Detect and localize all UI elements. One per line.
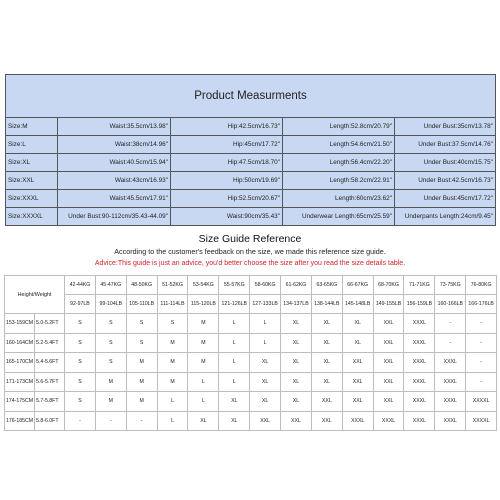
size-cell: XXL (342, 372, 373, 392)
size-cell: XXXL (435, 392, 466, 412)
measure-cell: Hip:45cm/17.72" (171, 136, 283, 154)
size-cell: XXXL (342, 411, 373, 431)
advice-label: Advice: (94, 260, 118, 267)
size-cell: XL (311, 353, 342, 373)
size-cell: XXL (342, 392, 373, 412)
lb-header-cell: 121-126LB (219, 295, 250, 314)
advice-text: This guide is just an advice, you'd better choose the size after you read the size details table. (117, 260, 406, 267)
product-measurements-row (6, 208, 496, 226)
size-cell: - (466, 353, 497, 373)
lb-header-cell: 115-120LB (188, 295, 219, 314)
measure-cell: Underwear Length:65cm/25.59" (283, 208, 395, 226)
height-cm-cell: 176-185CM (5, 411, 35, 431)
size-cell: XXXXL (466, 411, 497, 431)
measure-cell: Hip:50cm/19.69" (171, 172, 283, 190)
size-cell: L (219, 372, 250, 392)
size-cell: S (95, 333, 126, 353)
measure-cell: Length:56.4cm/22.20" (283, 154, 395, 172)
kg-header-cell: 55-57KG (219, 276, 250, 295)
size-cell: M (157, 353, 188, 373)
size-guide-title: Size Guide Reference (198, 233, 302, 245)
size-cell: S (126, 333, 157, 353)
size-cell: XXL (373, 353, 404, 373)
size-cell: Size:XL (6, 154, 58, 172)
height-cm-cell: 153-159CM (5, 314, 35, 334)
measure-cell: Length:58.2cm/22.91" (283, 172, 395, 190)
lb-header-cell: 111-114LB (157, 295, 188, 314)
size-cell: M (126, 353, 157, 373)
size-cell: XL (311, 333, 342, 353)
measure-cell: Waist:40.5cm/15.94" (58, 154, 171, 172)
lb-header-cell: 166-176LB (466, 295, 497, 314)
size-guide-row (5, 372, 497, 392)
size-cell: - (466, 333, 497, 353)
measure-cell: Length:54.6cm/21.50" (283, 136, 395, 154)
product-measurements-row (6, 190, 496, 208)
size-guide-row (5, 353, 497, 373)
height-weight-header: Height/Weight (5, 276, 65, 314)
size-cell: XXL (373, 372, 404, 392)
kg-header-cell: 58-60KG (250, 276, 281, 295)
kg-header-cell: 42-44KG (65, 276, 96, 295)
size-cell: S (65, 333, 96, 353)
size-cell: S (95, 353, 126, 373)
measure-cell: Waist:38cm/14.96" (58, 136, 171, 154)
size-cell: - (466, 372, 497, 392)
measure-cell: Under Bust:45cm/17.72" (395, 190, 496, 208)
lb-header-cell: 127-133LB (250, 295, 281, 314)
size-cell: L (157, 411, 188, 431)
size-guide-row (5, 314, 497, 334)
size-cell: L (157, 392, 188, 412)
size-cell: XXL (373, 314, 404, 334)
measure-cell: Length:60cm/23.62" (283, 190, 395, 208)
measure-cell: Hip:52.5cm/20.67" (171, 190, 283, 208)
size-cell: Size:XXXXL (6, 208, 58, 226)
lb-header-cell: 145-148LB (342, 295, 373, 314)
lb-header-cell: 105-110LB (126, 295, 157, 314)
measure-cell: Hip:47.5cm/18.70" (171, 154, 283, 172)
size-cell: XXXL (404, 333, 435, 353)
size-cell: XXXL (404, 392, 435, 412)
size-cell: XXL (373, 333, 404, 353)
measure-cell: Hip:42.5cm/16.73" (171, 118, 283, 136)
size-cell: - (126, 411, 157, 431)
size-cell: L (219, 333, 250, 353)
size-cell: XXL (311, 411, 342, 431)
kg-header-cell: 68-70KG (373, 276, 404, 295)
measure-cell: Underpants Length:24cm/9.45" (395, 208, 496, 226)
size-cell: M (126, 392, 157, 412)
kg-header-cell: 76-80KG (466, 276, 497, 295)
size-guide-lb-header-row (5, 295, 497, 314)
size-cell: XXXL (373, 411, 404, 431)
size-guide-table (4, 275, 497, 431)
size-cell: XXXXL (466, 392, 497, 412)
size-cell: - (466, 314, 497, 334)
lb-header-cell: 134-137LB (281, 295, 312, 314)
size-cell: L (250, 333, 281, 353)
measure-cell: Waist:35.5cm/13.98" (58, 118, 171, 136)
kg-header-cell: 45-47KG (95, 276, 126, 295)
size-cell: S (157, 314, 188, 334)
size-cell: XXXL (435, 372, 466, 392)
size-cell: XL (281, 353, 312, 373)
size-cell: XL (311, 314, 342, 334)
kg-header-cell: 53-54KG (188, 276, 219, 295)
size-cell: M (188, 353, 219, 373)
size-cell: XXL (342, 353, 373, 373)
size-cell: M (157, 372, 188, 392)
size-cell: XL (281, 333, 312, 353)
size-cell: - (65, 411, 96, 431)
height-ft-cell: 5.6-5.7FT (35, 372, 65, 392)
size-cell: S (65, 353, 96, 373)
size-cell: XXL (311, 392, 342, 412)
measure-cell: Under Bust:40cm/15.75" (395, 154, 496, 172)
lb-header-cell: 99-104LB (95, 295, 126, 314)
measure-cell: Length:52.8cm/20.79" (283, 118, 395, 136)
size-cell: M (188, 314, 219, 334)
kg-header-cell: 48-50KG (126, 276, 157, 295)
size-guide-kg-header-row (5, 276, 497, 295)
size-cell: XXXL (435, 411, 466, 431)
measure-cell: Under Bust:37.5cm/14.76" (395, 136, 496, 154)
size-cell: S (65, 314, 96, 334)
height-ft-cell: 5.8-6.0FT (35, 411, 65, 431)
size-cell: Size:XXL (6, 172, 58, 190)
size-cell: XXL (281, 411, 312, 431)
size-cell: XL (281, 392, 312, 412)
size-cell: - (95, 411, 126, 431)
measure-cell: Waist:90cm/35.43" (171, 208, 283, 226)
kg-header-cell: 63-65KG (311, 276, 342, 295)
size-cell: Size:XXXL (6, 190, 58, 208)
size-cell: XL (250, 353, 281, 373)
size-cell: - (435, 314, 466, 334)
size-cell: M (157, 333, 188, 353)
size-cell: XL (342, 333, 373, 353)
size-cell: M (188, 333, 219, 353)
product-measurements-row (6, 154, 496, 172)
height-ft-cell: 5.2-5.4FT (35, 333, 65, 353)
size-cell: L (219, 353, 250, 373)
height-cm-cell: 165-170CM (5, 353, 35, 373)
size-cell: XXXL (435, 353, 466, 373)
measure-cell: Waist:45.5cm/17.91" (58, 190, 171, 208)
size-cell: XXXL (404, 411, 435, 431)
size-cell: Size:M (6, 118, 58, 136)
size-cell: XXXL (404, 314, 435, 334)
kg-header-cell: 61-62KG (281, 276, 312, 295)
size-cell: S (95, 314, 126, 334)
size-cell: XL (342, 314, 373, 334)
lb-header-cell: 92-97LB (65, 295, 96, 314)
size-cell: XL (281, 314, 312, 334)
product-measurements-row (6, 118, 496, 136)
size-cell: L (188, 392, 219, 412)
size-cell: S (126, 314, 157, 334)
size-cell: M (95, 392, 126, 412)
kg-header-cell: 73-75KG (435, 276, 466, 295)
product-measurements-title: Product Measurments (6, 75, 496, 118)
size-cell: XL (188, 411, 219, 431)
product-measurements-table (5, 74, 496, 226)
size-cell: L (188, 372, 219, 392)
height-cm-cell: 171-173CM (5, 372, 35, 392)
top-blank-area (0, 0, 500, 74)
measure-cell: Under Bust:90-112cm/35.43-44.09" (58, 208, 171, 226)
size-cell: XXXL (404, 372, 435, 392)
size-cell: S (65, 392, 96, 412)
height-ft-cell: 5.0-5.2FT (35, 314, 65, 334)
lb-header-cell: 156-159LB (404, 295, 435, 314)
size-guide-row (5, 392, 497, 412)
size-guide-row (5, 333, 497, 353)
height-ft-cell: 5.4-5.6FT (35, 353, 65, 373)
product-measurements-row (6, 136, 496, 154)
size-guide-row (5, 411, 497, 431)
size-cell: XL (281, 372, 312, 392)
size-guide-subtitle: According to the customer's feedback on the size, we made this reference size guide. (114, 247, 386, 256)
measure-cell: Under Bust:35cm/13.78" (395, 118, 496, 136)
size-guide-advice (0, 260, 500, 267)
measure-cell: Waist:43cm/16.93" (58, 172, 171, 190)
measure-cell: Under Bust:42.5cm/16.73" (395, 172, 496, 190)
product-measurements-row (6, 172, 496, 190)
size-cell: XXL (250, 411, 281, 431)
size-cell: - (435, 333, 466, 353)
kg-header-cell: 66-67KG (342, 276, 373, 295)
lb-header-cell: 138-144LB (311, 295, 342, 314)
lb-header-cell: 160-166LB (435, 295, 466, 314)
size-cell: XL (250, 372, 281, 392)
size-cell: M (95, 372, 126, 392)
size-cell: XXL (373, 392, 404, 412)
size-cell: XL (219, 411, 250, 431)
height-cm-cell: 174-175CM (5, 392, 35, 412)
height-ft-cell: 5.7-5.8FT (35, 392, 65, 412)
size-cell: L (250, 314, 281, 334)
size-cell: XL (311, 372, 342, 392)
size-cell: L (219, 314, 250, 334)
size-cell: M (126, 372, 157, 392)
size-cell: XL (250, 392, 281, 412)
kg-header-cell: 51-52KG (157, 276, 188, 295)
size-cell: XL (219, 392, 250, 412)
size-cell: XXXL (404, 353, 435, 373)
lb-header-cell: 149-155LB (373, 295, 404, 314)
size-cell: S (65, 372, 96, 392)
height-cm-cell: 160-164CM (5, 333, 35, 353)
product-measurements-title-row (6, 75, 496, 118)
size-cell: Size:L (6, 136, 58, 154)
kg-header-cell: 71-71KG (404, 276, 435, 295)
